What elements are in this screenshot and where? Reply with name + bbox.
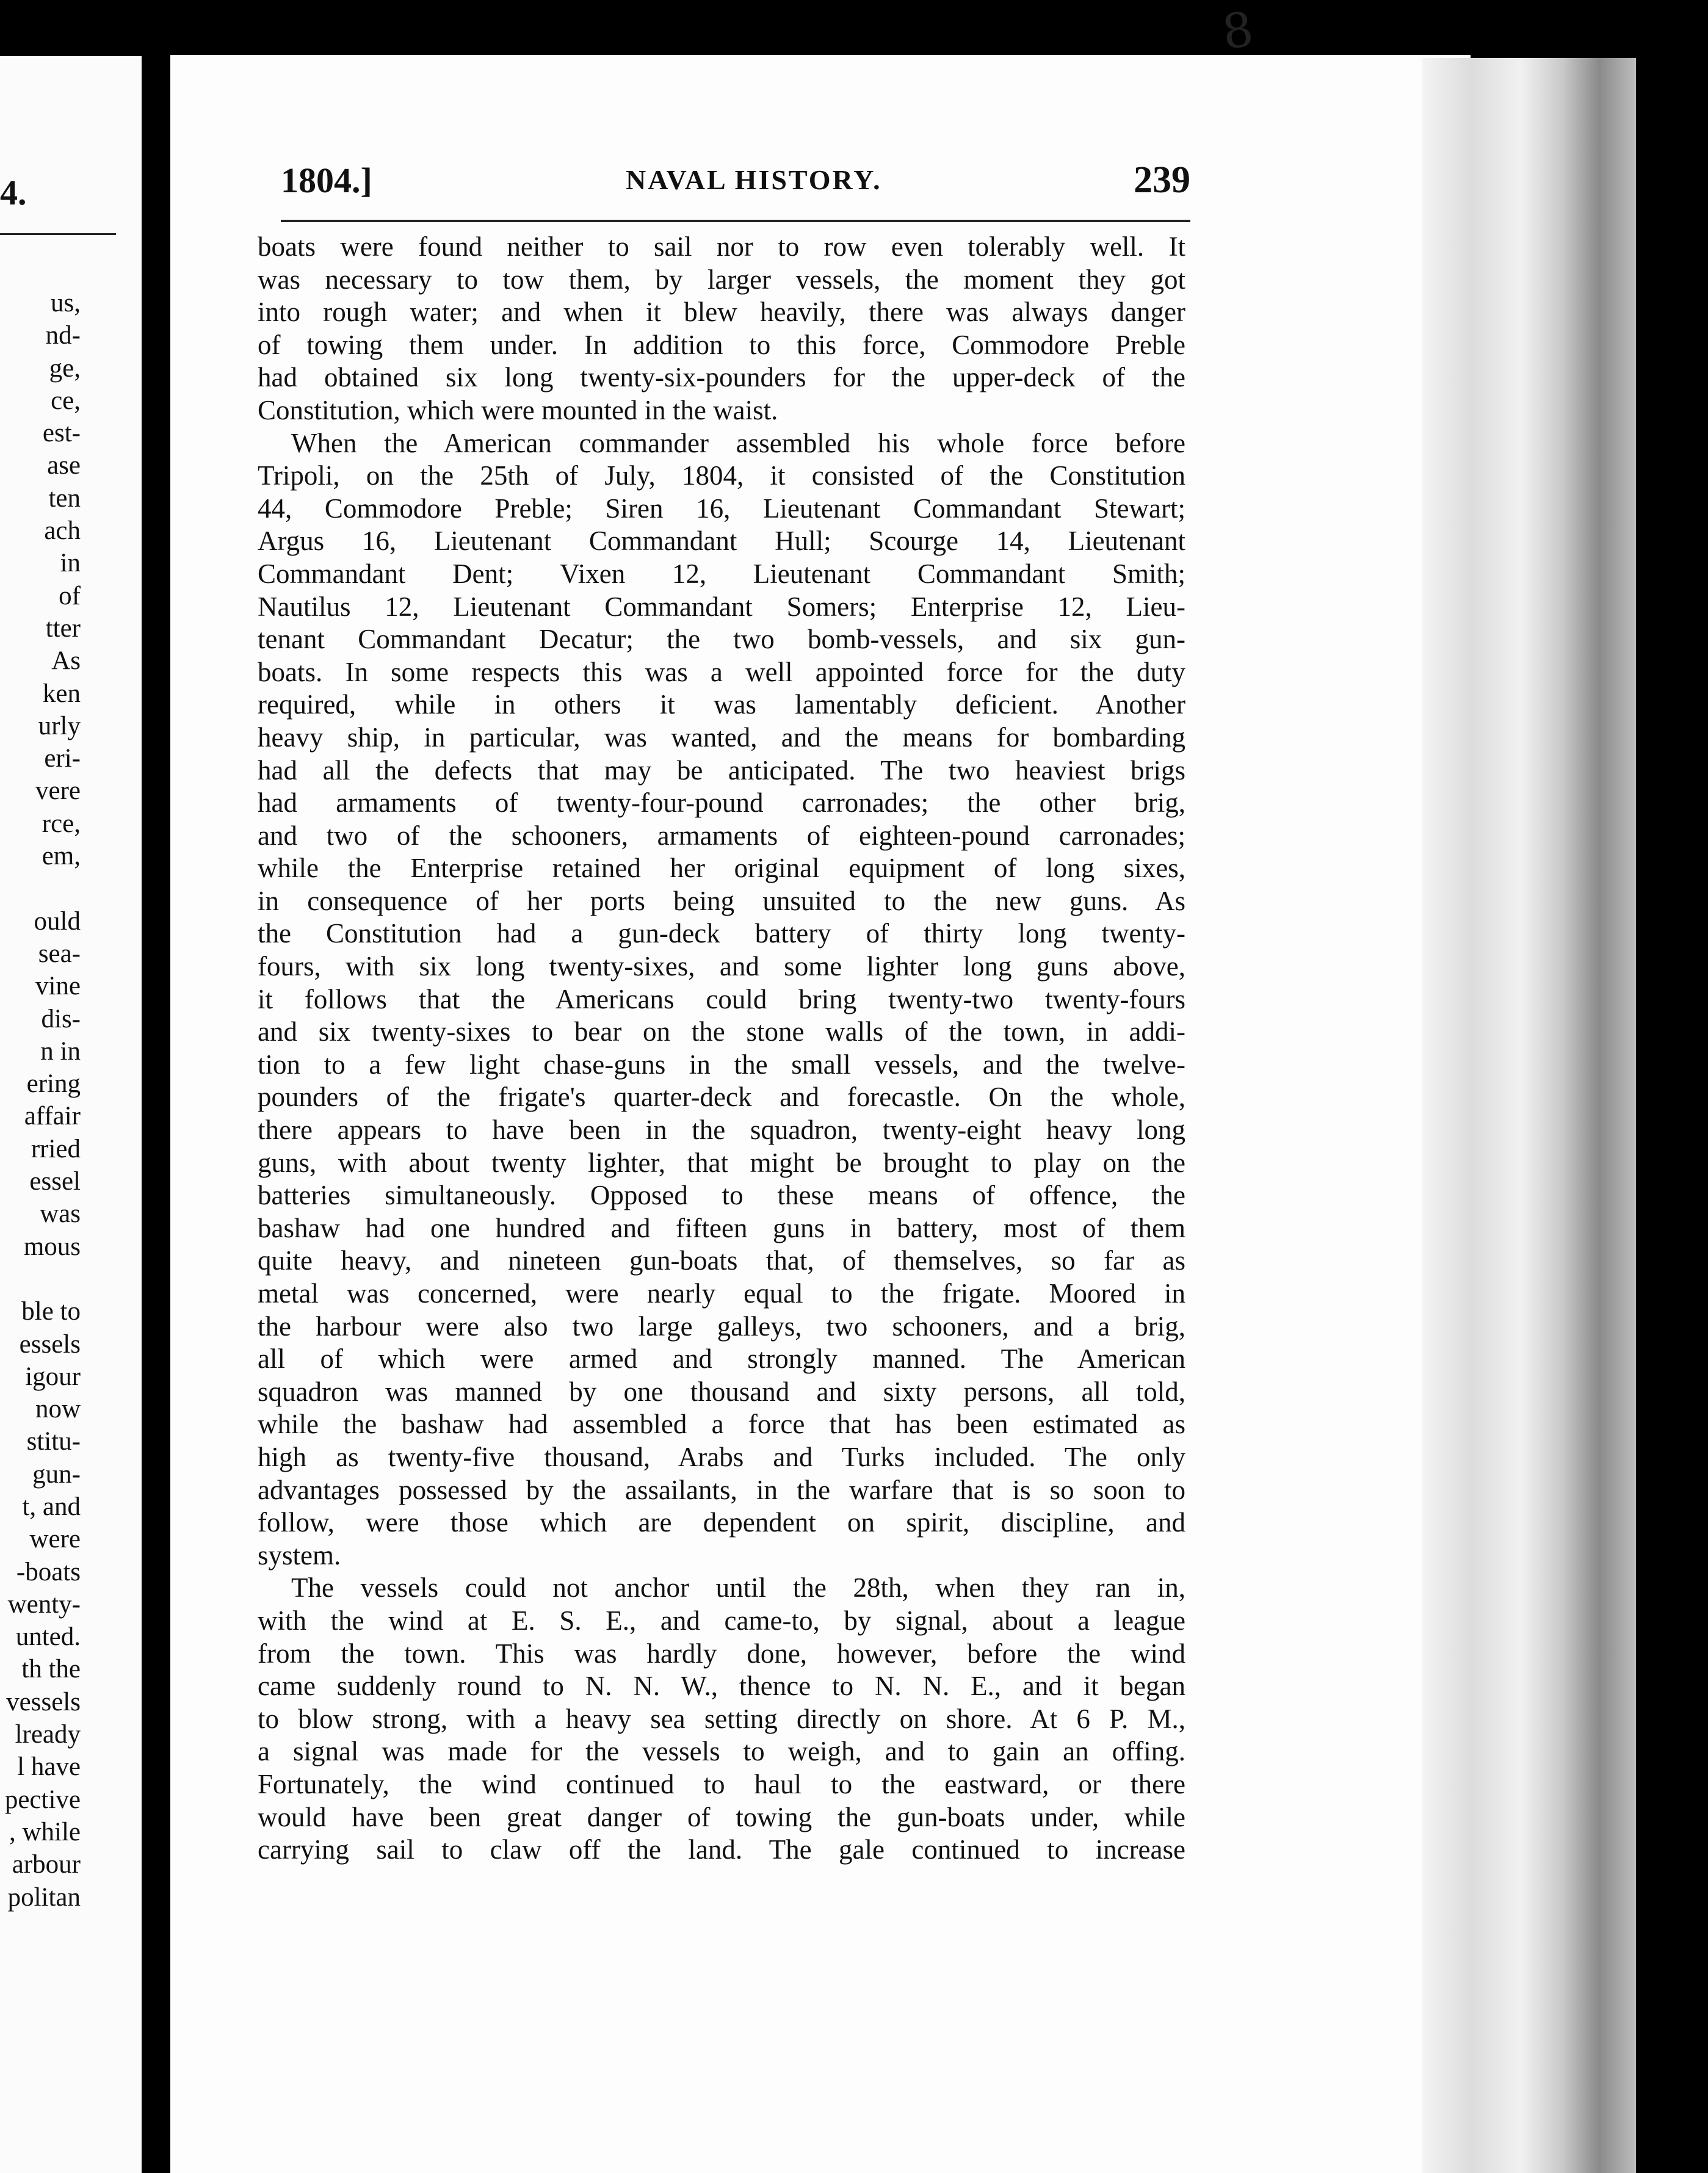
left-page-line-fragment: vine	[35, 972, 81, 1001]
left-page-line-fragment: essel	[29, 1167, 81, 1196]
left-page-line-fragment: arbour	[12, 1850, 81, 1879]
text-line: pounders of the frigate's quarter-deck and forecastle. On the whole,	[258, 1082, 1185, 1113]
left-page-line-fragment: As	[51, 646, 81, 676]
text-line: while the bashaw had assembled a force that has been estimated as	[258, 1409, 1185, 1440]
left-page-line-fragment	[0, 1263, 81, 1295]
left-page-line-fragment: th the	[21, 1655, 81, 1684]
left-page-line-fragment: politan	[7, 1882, 81, 1912]
text-line: high as twenty-five thousand, Arabs and Turks included. The only	[258, 1441, 1185, 1472]
text-line: the harbour were also two large galleys, two schooners, and a brig,	[258, 1311, 1185, 1342]
text-line: Nautilus 12, Lieutenant Commandant Somers; Enterprise 12, Lieu-	[258, 591, 1185, 622]
left-page-header-fragment: 4.	[0, 173, 27, 212]
left-page-line-endings	[0, 287, 81, 1914]
left-page-line-fragment: ering	[26, 1069, 81, 1099]
text-line: fours, with six long twenty-sixes, and some lighter long guns above,	[258, 951, 1185, 982]
left-page-line-fragment: ce,	[51, 386, 81, 415]
left-page-line-fragment: mous	[23, 1232, 81, 1261]
text-line: required, while in others it was lamentably deficient. Another	[258, 689, 1185, 720]
text-line: tion to a few light chase-guns in the small vessels, and the twelve-	[258, 1049, 1185, 1080]
left-page-line-fragment: now	[35, 1395, 81, 1424]
text-line: The vessels could not anchor until the 28th, when they ran in,	[291, 1572, 1185, 1604]
text-line: and two of the schooners, armaments of eighteen-pound carronades;	[258, 820, 1185, 851]
text-line: heavy ship, in particular, was wanted, and the means for bombarding	[258, 721, 1185, 753]
text-line: had armaments of twenty-four-pound carronades; the other brig,	[258, 787, 1185, 819]
text-line: in consequence of her ports being unsuited to the new guns. As	[258, 885, 1185, 916]
text-line: the Constitution had a gun-deck battery of thirty long twenty-	[258, 918, 1185, 949]
left-page-line-fragment: , while	[9, 1817, 81, 1846]
text-line: Constitution, which were mounted in the waist.	[258, 394, 778, 425]
text-line: came suddenly round to N. N. W., thence to N. N. E., and it began	[258, 1671, 1185, 1702]
left-page-line-fragment: in	[60, 549, 81, 578]
left-page-line-fragment: ten	[48, 483, 81, 513]
left-page-line-fragment: of	[59, 581, 81, 610]
body-text	[258, 231, 1185, 1867]
left-page-line-fragment: tter	[45, 613, 81, 643]
text-line: to blow strong, with a heavy sea setting directly on shore. At 6 P. M.,	[258, 1703, 1185, 1734]
left-page-line-fragment: pective	[4, 1785, 81, 1814]
text-line: Fortunately, the wind continued to haul to the eastward, or there	[258, 1768, 1185, 1799]
left-page-line-fragment: unted.	[15, 1622, 81, 1652]
left-page-line-fragment: wenty-	[7, 1589, 81, 1619]
left-page-line-fragment: ble to	[21, 1297, 81, 1326]
text-line: batteries simultaneously. Opposed to these means of offence, the	[258, 1180, 1185, 1211]
left-page-line-fragment: rried	[31, 1134, 81, 1163]
left-page-line-fragment: eri-	[44, 744, 81, 773]
left-page-line-fragment: l have	[17, 1752, 81, 1782]
book-gutter	[156, 56, 170, 2173]
left-page-line-fragment: ase	[47, 451, 81, 480]
text-line: was necessary to tow them, by larger vessels, the moment they got	[258, 264, 1185, 295]
left-page-line-fragment: dis-	[41, 1004, 81, 1033]
running-head	[281, 160, 1190, 215]
left-page-line-fragment: n in	[40, 1036, 81, 1066]
left-page-line-fragment: rce,	[42, 809, 81, 838]
text-line: 44, Commodore Preble; Siren 16, Lieutenant Commandant Stewart;	[258, 493, 1185, 524]
text-line: of towing them under. In addition to this force, Commodore Preble	[258, 329, 1185, 360]
left-page-line-fragment: est-	[42, 419, 81, 448]
text-line: metal was concerned, were nearly equal to the frigate. Moored in	[258, 1278, 1185, 1309]
left-page-line-fragment: igour	[25, 1362, 81, 1391]
left-page-line-fragment: sea-	[38, 939, 81, 968]
left-page-line-fragment: em,	[42, 842, 81, 871]
text-line: Tripoli, on the 25th of July, 1804, it consisted of the Constitution	[258, 460, 1185, 491]
header-rule	[281, 220, 1190, 222]
text-line: system.	[258, 1539, 341, 1571]
page-edges	[1422, 58, 1563, 2173]
left-page-line-fragment: gun-	[32, 1459, 81, 1489]
left-page-line-fragment: ge,	[49, 353, 81, 383]
left-page-line-fragment: vere	[35, 776, 81, 806]
text-line: tenant Commandant Decatur; the two bomb-vessels, and six gun-	[258, 624, 1185, 655]
text-line: Commandant Dent; Vixen 12, Lieutenant Commandant Smith;	[258, 558, 1185, 589]
left-page-line-fragment: urly	[38, 711, 81, 740]
text-line: had all the defects that may be anticipated. The two heaviest brigs	[258, 754, 1185, 786]
left-page-line-fragment: ould	[34, 906, 81, 936]
text-line: there appears to have been in the squadron, twenty-eight heavy long	[258, 1115, 1185, 1146]
text-line: boats were found neither to sail nor to row even tolerably well. It	[258, 231, 1185, 262]
left-page-line-fragment: was	[40, 1199, 81, 1229]
text-line: had obtained six long twenty-six-pounders for the upper-deck of the	[258, 362, 1185, 393]
text-line: bashaw had one hundred and fifteen guns in battery, most of them	[258, 1212, 1185, 1243]
left-page-line-fragment: ach	[44, 516, 81, 546]
left-page-line-fragment: essels	[19, 1329, 81, 1359]
text-line: it follows that the Americans could bring twenty-two twenty-fours	[258, 983, 1185, 1014]
text-line: would have been great danger of towing the gun-boats under, while	[258, 1801, 1185, 1832]
header-title: NAVAL HISTORY.	[626, 164, 882, 195]
text-line: When the American commander assembled his whole force before	[291, 427, 1185, 458]
handwritten-page-mark: 8	[1218, 1, 1257, 61]
text-line: carrying sail to claw off the land. The gale continued to increase	[258, 1834, 1185, 1865]
left-page-rule	[0, 233, 116, 235]
scan-background	[1636, 58, 1708, 2173]
text-line: and six twenty-sixes to bear on the stone walls of the town, in addi-	[258, 1016, 1185, 1047]
text-line: advantages possessed by the assailants, in the warfare that is so soon to	[258, 1474, 1185, 1505]
text-line: from the town. This was hardly done, however, before the wind	[258, 1638, 1185, 1669]
text-line: while the Enterprise retained her original equipment of long sixes,	[258, 853, 1185, 884]
left-page-line-fragment: t, and	[22, 1492, 81, 1521]
text-line: follow, were those which are dependent on spirit, discipline, and	[258, 1507, 1185, 1538]
left-page-line-fragment: affair	[24, 1102, 81, 1131]
text-line: boats. In some respects this was a well appointed force for the duty	[258, 656, 1185, 687]
left-page-line-fragment: stitu-	[26, 1427, 81, 1456]
left-page-line-fragment: -boats	[16, 1557, 81, 1586]
left-page-line-fragment	[0, 872, 81, 905]
left-page-fragment	[0, 56, 142, 2173]
header-year: 1804.]	[281, 161, 372, 200]
left-page-line-fragment: us,	[51, 289, 81, 317]
page-number: 239	[1134, 159, 1190, 201]
left-page-line-fragment: were	[29, 1525, 81, 1554]
text-line: squadron was manned by one thousand and sixty persons, all told,	[258, 1376, 1185, 1407]
text-line: Argus 16, Lieutenant Commandant Hull; Scourge 14, Lieutenant	[258, 526, 1185, 557]
book-fore-edge	[1563, 58, 1636, 2173]
text-line: with the wind at E. S. E., and came-to, by signal, about a league	[258, 1605, 1185, 1636]
left-page-line-fragment: ken	[42, 679, 81, 708]
left-page-line-fragment: lready	[15, 1720, 81, 1749]
text-line: a signal was made for the vessels to weigh, and to gain an offing.	[258, 1736, 1185, 1767]
left-page-line-fragment: nd-	[45, 321, 81, 350]
left-page-line-fragment: vessels	[6, 1687, 81, 1716]
text-line: all of which were armed and strongly manned. The American	[258, 1343, 1185, 1375]
text-line: into rough water; and when it blew heavily, there was always danger	[258, 297, 1185, 328]
text-line: quite heavy, and nineteen gun-boats that, of themselves, so far as	[258, 1245, 1185, 1276]
text-line: guns, with about twenty lighter, that might be brought to play on the	[258, 1147, 1185, 1178]
